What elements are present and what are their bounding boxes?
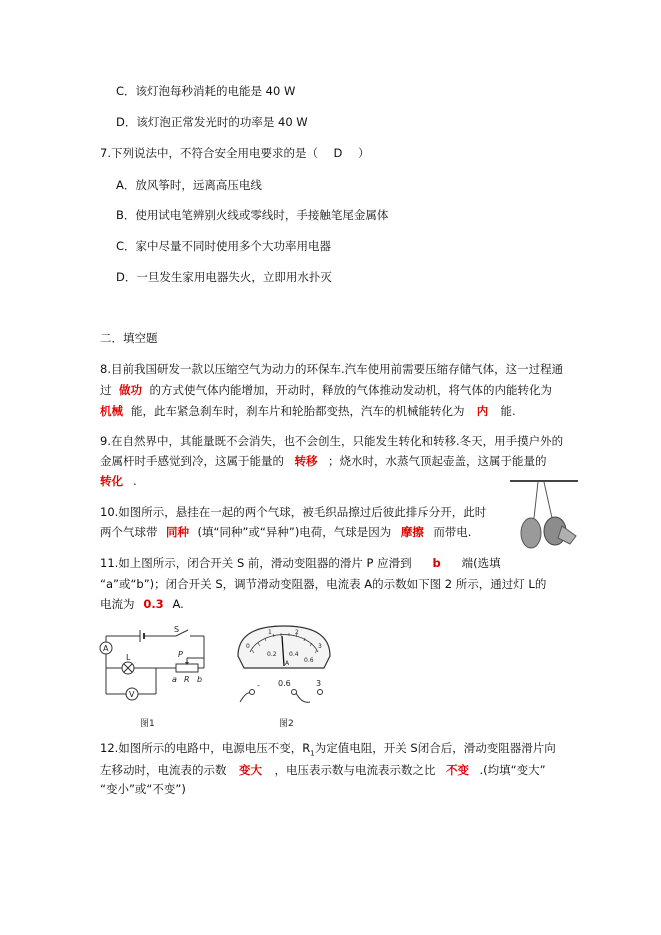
q12-answer-2: 不变 — [446, 763, 469, 777]
scale-2: 2 — [295, 629, 299, 636]
q6-option-c: C．该灯泡每秒消耗的电能是 40 W — [116, 84, 296, 98]
label-s: S — [174, 625, 180, 634]
q8-answer-2: 机械 — [100, 404, 123, 418]
q10-text-c: 而带电. — [433, 525, 472, 539]
scale-3: 3 — [318, 643, 322, 650]
q6-option-d: D．该灯泡正常发光时的功率是 40 W — [116, 115, 308, 129]
q9-text-a: 金属杆时手感觉到冷，这属于能量的 — [100, 454, 284, 468]
wire-right — [296, 693, 310, 702]
rheostat-symbol — [176, 664, 198, 672]
q8-answer-1: 做功 — [119, 383, 142, 397]
q9-answer-1: 转移 — [294, 454, 318, 468]
q11-text-c: 电流为 — [100, 597, 135, 611]
q9-line3 — [100, 473, 137, 489]
label-r: R — [184, 675, 190, 684]
terminal-label-minus: - — [257, 681, 260, 690]
q7-option-d: D．一旦发生家用电器失火，立即用水扑灭 — [116, 270, 332, 284]
q10-line2 — [100, 524, 471, 540]
q12-text-d: ，电压表示数与电流表示数之比 — [274, 763, 436, 777]
wire-left — [240, 693, 250, 702]
balloons-figure — [508, 478, 580, 554]
q7-stem-close: ） — [357, 146, 370, 160]
label-a: A — [103, 644, 109, 653]
label-a-end: a — [172, 675, 177, 684]
terminal-0-6 — [292, 690, 297, 695]
q10-text-a: 两个气球带 — [100, 525, 158, 539]
label-v: V — [129, 690, 135, 699]
q11-line2: “a”或“b”)；闭合开关 S，调节滑动变阻器，电流表 A的示数如下图 2 所示，通过灯 L的 — [100, 577, 547, 591]
label-b-end: b — [197, 675, 203, 684]
q11-line3 — [100, 596, 184, 612]
figure-2-ammeter — [232, 622, 336, 728]
q7-stem — [100, 145, 369, 161]
q9-line1: 9.在自然界中，其能量既不会消失，也不会创生，只能发生转化和转移.冬天，用手摸户外的 — [100, 434, 564, 448]
q12-line3: “变小”或“不变”) — [100, 782, 186, 796]
terminal-label-0-6: 0.6 — [278, 679, 291, 688]
q9-answer-2: 转化 — [100, 474, 123, 488]
scale-0: 0 — [246, 643, 250, 650]
q7-option-a: A．放风筝时，远离高压电线 — [116, 178, 262, 192]
scale-0-4: 0.4 — [289, 651, 299, 658]
q9-line2 — [100, 453, 547, 469]
q7-stem-text: 7.下列说法中，不符合安全用电要求的是（ — [100, 146, 318, 160]
q11-text-a: 11.如上图所示，闭合开关 S 前，滑动变阻器的滑片 P 应滑到 — [100, 556, 412, 570]
terminal-3 — [318, 690, 323, 695]
q11-answer-1: b — [432, 556, 441, 570]
string-left — [534, 482, 538, 518]
q8-text-c: 能，此车紧急刹车时，刹车片和轮胎都变热，汽车的机械能转化为 — [131, 404, 465, 418]
q9-text-c: . — [133, 474, 137, 488]
q8-line2 — [100, 382, 552, 398]
q8-text-a: 过 — [100, 383, 112, 397]
figure-2-caption: 图2 — [279, 719, 294, 728]
q12-line2 — [100, 762, 546, 778]
q9-text-b: ；烧水时，水蒸气顶起壶盖，这属于能量的 — [328, 454, 547, 468]
q11-text-d: A. — [172, 597, 184, 611]
figure-1-caption: 图1 — [140, 719, 155, 728]
label-l: L — [126, 653, 131, 662]
q7-option-b: B．使用试电笔辨别火线或零线时，手接触笔尾金属体 — [116, 208, 389, 222]
section-title: 二．填空题 — [100, 331, 158, 345]
q8-line3 — [100, 403, 516, 419]
scale-0-2: 0.2 — [267, 651, 277, 658]
scale-1: 1 — [268, 629, 272, 636]
q12-subscript: 1 — [310, 749, 315, 758]
terminal-label-3: 3 — [316, 679, 322, 688]
q7-option-c: C．家中尽量不同时使用多个大功率用电器 — [116, 239, 332, 253]
q12-text-a: 12.如图所示的电路中，电源电压不变，R — [100, 741, 311, 755]
q11-answer-2: 0.3 — [143, 597, 164, 611]
terminal-minus — [250, 690, 255, 695]
balloon-left — [521, 518, 541, 548]
scale-0-6: 0.6 — [304, 657, 314, 664]
q11-text-b: 端(选填 — [461, 556, 501, 570]
q8-answer-3: 内 — [476, 404, 489, 418]
q7-answer: D — [333, 146, 343, 160]
q8-text-d: 能. — [500, 404, 516, 418]
q10-text-b: (填“同种”或“异种”)电荷，气球是因为 — [197, 525, 392, 539]
q11-line1 — [100, 555, 501, 571]
string-right — [544, 482, 552, 518]
q10-answer-1: 同种 — [166, 525, 189, 539]
figure-1-circuit — [96, 622, 216, 728]
q12-answer-1: 变大 — [239, 763, 262, 777]
q10-answer-2: 摩擦 — [400, 525, 424, 539]
q8-line1: 8.目前我国研发一款以压缩空气为动力的环保车.汽车使用前需要压缩存储气体，这一过程通 — [100, 362, 564, 376]
q12-text-e: .(均填“变大” — [479, 763, 546, 777]
q12-line1 — [100, 740, 556, 761]
label-p: P — [178, 650, 183, 659]
q12-text-b: 为定值电阻，开关 S闭合后，滑动变阻器滑片向 — [314, 741, 556, 755]
scale-unit: A — [285, 660, 290, 667]
q12-text-c: 左移动时，电流表的示数 — [100, 763, 227, 777]
q10-line1: 10.如图所示，悬挂在一起的两个气球，被毛织品擦过后彼此排斥分开，此时 — [100, 505, 487, 519]
q8-text-b: 的方式使气体内能增加，开动时，释放的气体推动发动机，将气体的内能转化为 — [149, 383, 552, 397]
